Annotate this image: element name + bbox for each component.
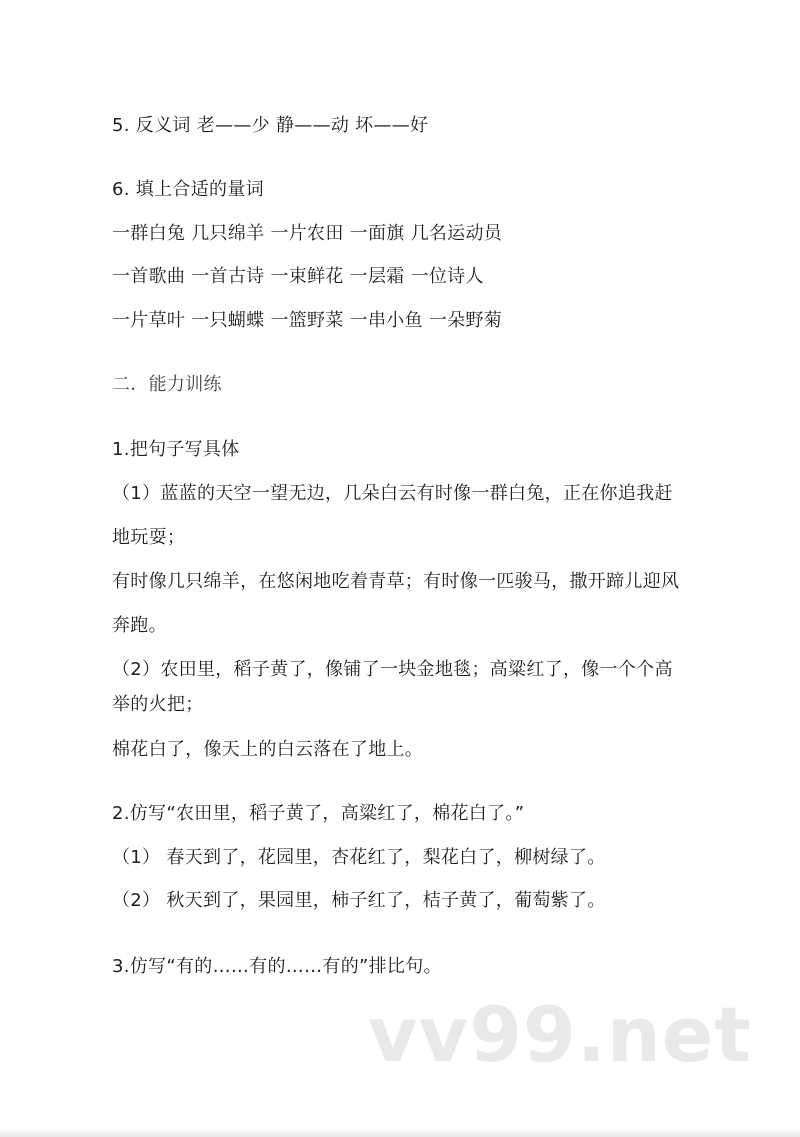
- exercise-1-item-2-line-2: 举的火把；: [112, 694, 204, 715]
- exercise-1-item-2-line-1: （2）农田里，稻子黄了，像铺了一块金地毯；高粱红了，像一个个高: [112, 659, 673, 680]
- section-heading-ability-training: 二．能力训练: [112, 374, 222, 395]
- watermark: vv99.net: [368, 990, 752, 1079]
- exercise-1-heading: 1.把句子写具体: [112, 439, 240, 460]
- exercise-1-item-1-line-1: （1）蓝蓝的天空一望无边，几朵白云有时像一群白兔，正在你追我赶: [112, 483, 673, 504]
- exercise-3-heading: 3.仿写“有的……有的……有的”排比句。: [112, 956, 442, 977]
- exercise-2-item-1: （1） 春天到了，花园里，杏花红了，梨花白了，柳树绿了。: [112, 847, 606, 868]
- exercise-1-item-2-line-3: 棉花白了，像天上的白云落在了地上。: [112, 739, 424, 760]
- exercise-2-heading: 2.仿写“农田里，稻子黄了，高粱红了，棉花白了。”: [112, 803, 525, 824]
- measure-words-row-1: 一群白兔 几只绵羊 一片农田 一面旗 几名运动员: [112, 223, 503, 244]
- exercise-1-item-1-line-2: 地玩耍；: [112, 527, 186, 548]
- exercise-1-item-1-line-3: 有时像几只绵羊，在悠闲地吃着青草；有时像一匹骏马，撒开蹄儿迎风: [112, 571, 680, 592]
- exercise-1-item-1-line-4: 奔跑。: [112, 615, 167, 636]
- exercise-2-item-2: （2） 秋天到了，果园里，柿子红了，桔子黄了，葡萄紫了。: [112, 890, 606, 911]
- measure-words-heading: 6. 填上合适的量词: [112, 179, 264, 200]
- antonyms-line: 5. 反义词 老——少 静——动 坏——好: [112, 115, 429, 136]
- page-bottom-edge: [0, 1128, 800, 1137]
- measure-words-row-2: 一首歌曲 一首古诗 一束鲜花 一层霜 一位诗人: [112, 266, 484, 287]
- measure-words-row-3: 一片草叶 一只蝴蝶 一篮野菜 一串小鱼 一朵野菊: [112, 310, 503, 331]
